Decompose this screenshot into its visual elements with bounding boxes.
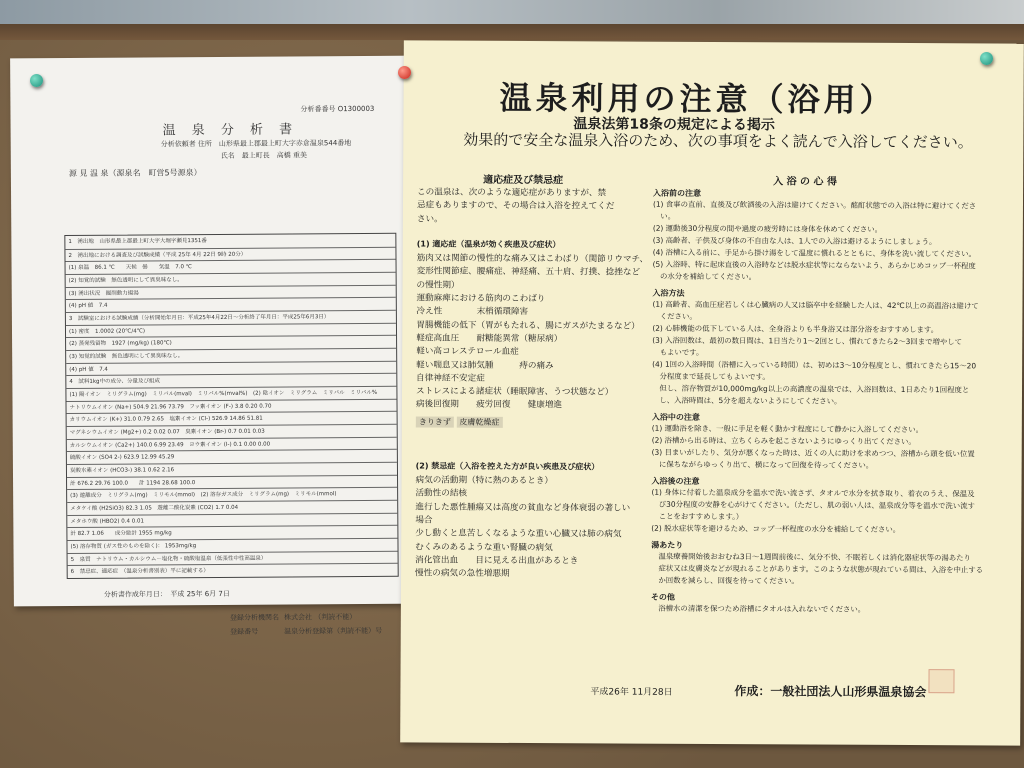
guideline-line: (4) 浴槽に入る前に、手足から掛け湯をして温度に慣れるとともに、身体を洗い流してください。 [652,247,976,259]
contraindications-heading: (2) 禁忌症（入浴を控えた方が良い疾患及び症状） [415,461,600,472]
analysis-row: マグネシウムイオン (Mg2+) 0.2 0.02 0.07 臭素イオン (Br-) 0.7 0.01 0.03 [67,424,397,439]
guideline-line: び30分程度の安静を心がけてください。（ただし、肌の弱い人は、温泉成分等を温水で洗い流す [651,499,975,511]
agency-address: 温泉分析登録第（判読不能）号 [284,626,383,636]
analysis-row: (3) 湧出状況 掘削動力揚湯 [66,284,396,299]
poster-subtitle: 温泉法第18条の規定による掲示 [573,116,775,134]
indications-heading: (1) 適応症（温泉が効く疾患及び症状） [416,239,561,250]
requester-address: 分析依頼者 住所 山形県最上郡最上町大字赤倉温泉544番地 [160,139,352,149]
guideline-section-heading: 入浴中の注意 [651,412,700,422]
poster-lead: 効果的で安全な温泉入浴のため、次の事項をよく読んで入浴してください。 [463,130,973,152]
list-item: 胃腸機能の低下（胃がもたれる、腸にガスがたまるなど） [416,320,640,332]
tag-dry-skin: 皮膚乾燥症 [456,416,502,427]
contraindications-block [415,460,630,582]
analysis-row: (1) 密度 1.0002 (20℃/4℃) [66,322,396,337]
list-item: 冷え性 末梢循環障害 [416,306,529,318]
intro-line: さい。 [416,214,443,225]
guideline-line: (3) 入浴回数は、最初の数日間は、1日当たり1～2回とし、慣れてきたら2～3回まで増やして [652,335,963,347]
list-item: 進行した悪性腫瘍又は高度の貧血など身体衰弱の著しい [415,502,631,514]
list-item: 軽い喘息又は肺気腫 痔の痛み [416,359,554,371]
guideline-line: 但し、溶存物質が10,000mg/kg以上の高濃度の温泉では、入浴回数は、1日あたり1回程度と [652,383,970,395]
registry-number: 登録番号 [230,627,259,636]
intro-line: この温泉は、次のような適応症がありますが、禁 [417,187,607,199]
registry-label: 登録分析機関名 [229,613,280,622]
association-seal [928,669,954,693]
source-name: 源 見 温 泉（源泉名 町営5号源泉） [68,168,202,179]
list-item: の慢性期） [416,280,460,291]
agency-name: 株式会社 （判読不能） [283,613,357,622]
guideline-line: に保ちながらゆっくり出て、横になって回復を待ってください。 [651,459,874,470]
guideline-line: し、入浴時間は、5分を超えないようにしてください。 [651,395,842,406]
guideline-section-heading: 入浴後の注意 [651,476,700,486]
list-item: ストレスによる諸症状（睡眠障害、うつ状態など） [415,386,614,398]
analysis-row: (4) pH 値 7.4 [66,297,396,312]
guideline-line: ことをおすすめします。） [651,511,744,521]
guideline-section-heading: 湯あたり [651,540,684,550]
guideline-line: (3) 目まいがしたり、気分が悪くなった時は、近くの人に助けを求めつつ、浴槽から頭を低い位置 [651,447,975,459]
analysis-row: 炭酸水素イオン (HCO3-) 38.1 0.62 2.16 [67,462,397,477]
analysis-date: 分析書作成年月日： 平成 25年 6月 7日 [103,589,230,599]
list-item: 慢性の病気の急性増悪期 [415,568,510,580]
guideline-line: 浴槽水の清潔を保つため浴槽にタオルは入れないでください。 [650,603,866,614]
list-item: 運動麻痺における筋肉のこわばり [416,293,546,305]
analysis-table [64,233,398,579]
guideline-line: か回数を減らし、回復を待ってください。 [650,575,799,586]
analysis-row: ナトリウムイオン (Na+) 504.9 21.96 73.79 フッ素イオン (F-) 3.8 0.20 0.70 [66,398,396,413]
guideline-line: (2) 脱水症状等を避けるため、コップ一杯程度の水分を補給してください。 [651,523,901,534]
analysis-row: 3 試験室における試験成績（分析開始年月日：平成25年4月22日～分析終了年月日：平成25年6月3日） [66,310,396,325]
guideline-line: もよいです。 [652,347,704,357]
guideline-line: ください。 [652,311,697,321]
analysis-row: (2) 知覚的試験 無色透明にして異臭味なし。 [66,272,396,287]
indications-list [416,252,648,413]
guideline-line: (1) 高齢者、高血圧症若しくは心臓病の人又は脳卒中を経験した人は、42℃以上の高温浴は避けて [652,299,979,311]
left-column-heading: 適応症及び禁忌症 [483,174,564,187]
analysis-row: 2 湧出地における調査及び試験成績（平成 25年 4月 22日 9時 20分） [65,246,395,261]
guideline-section-heading: 入浴方法 [652,288,685,298]
list-item: 少し動くと息苦しくなるような重い心臓又は肺の病気 [415,528,622,540]
intro-line: 忌症もありますので、その場合は入浴を控えてくだ [416,200,615,212]
list-item: 活動性の結核 [415,488,468,500]
creator: 作成：一般社団法人山形県温泉協会 [734,684,927,700]
hot-spring-analysis-sheet [10,56,418,636]
analysis-row: (1) 陽イオン ミリグラム(mg) ミリバル(mval) ミリバル%(mval%) (2) 陰イオン ミリグラム ミリバル ミリバル% [66,386,396,401]
green-pushpin-icon [980,52,993,65]
guideline-line: 温泉療養開始後おおむね3日～1週間前後に、気分不快、不眠若しくは消化器症状等の湯あたり [651,551,971,562]
bathing-guidelines [651,188,1013,616]
analysis-row: 5 泉質 ナトリウム・カルシウム－塩化物・硫酸塩温泉（低張性中性高温泉） [68,550,398,565]
tag-cuts: きりきず [416,416,454,427]
intro-text [417,186,615,227]
guideline-line: (2) 運動後30分程度の間や過度の疲労時には身体を休めてください。 [652,223,883,234]
analysis-row: 1 湧出地 山形県最上郡最上町大字大堀字瀬見1351番 [68,238,207,246]
guideline-line: の水分を補給してください。 [652,271,757,282]
requester-name: 氏名 最上町長 高橋 重美 [220,151,308,160]
issue-date: 平成26年 11月28日 [590,687,673,698]
analysis-row: カルシウムイオン (Ca2+) 140.0 6.99 23.49 ヨウ素イオン (I-) 0.1 0.00 0.00 [67,436,397,451]
analysis-row: (1) 泉温 86.1 ℃ 天候 曇 気温 7.0 ℃ [66,259,396,274]
indications-tags [416,416,647,428]
red-pushpin-icon [398,66,411,79]
list-item: 病気の活動期（特に熱のあるとき） [415,475,554,487]
analysis-row: 計 676.2 29.76 100.0 計 1194 28.68 100.0 [67,474,397,489]
analysis-row: 硫酸イオン (SO4 2-) 623.9 12.99 45.29 [67,449,397,464]
analysis-row: 6 禁忌症、適応症 （温泉分析書別表）平に記載する） [68,563,398,578]
guideline-section-heading: その他 [650,592,675,602]
analysis-row: (2) 蒸発残留物 1927 (mg/kg) (180℃) [66,335,396,350]
analysis-row: メタホウ酸 (HBO2) 0.4 0.01 [67,512,397,527]
guideline-line: (1) 運動浴を除き、一般に手足を軽く動かす程度にして静かに入浴してください。 [651,423,924,434]
analysis-row: (3) 遊離成分 ミリグラム(mg) ミリモル(mmol) (2) 溶存ガス成分 ミリグラム(mg) ミリモル(mmol) [67,487,397,502]
list-item: 軽い高コレステロール血症 [416,346,519,358]
list-item: むくみのあるような重い腎臓の病気 [415,542,553,553]
guideline-line: (2) 心肺機能の低下している人は、全身浴よりも半身浴又は部分浴をおすすめします。 [652,323,939,335]
list-item: 消化管出血 目に見える出血があるとき [415,555,579,567]
guideline-line: (5) 入浴時、特に起床直後の入浴時などは脱水症状等にならないよう、あらかじめコップ一杯程度 [652,259,976,271]
analysis-row: 計 82.7 1.06 成分総計 1955 mg/kg [67,525,397,540]
analysis-row: (3) 知覚的試験 無色透明にして異臭味なし。 [66,348,396,363]
list-item: 軽症高血圧 耐糖能異常（糖尿病） [416,333,563,345]
green-pushpin-icon [30,74,43,87]
guideline-line: (1) 食事の直前、直後及び飲酒後の入浴は避けてください。酩酊状態での入浴は特に避けてくださ [652,199,977,211]
list-item: 筋肉又は関節の慢性的な痛み又はこわばり（関節リウマチ、 [416,253,649,265]
analysis-row: (5) 溶存物質 (ガス性のものを除く)： 1953mg/kg [67,538,397,553]
guideline-section-heading: 入浴前の注意 [653,188,702,198]
guideline-line: 症状又は皮膚炎などが現れることがあります。このような状態が現れている間は、入浴を中止する [651,563,984,575]
guideline-line: 分程度まで延長してもよいです。 [652,371,770,382]
ref-number: 分析番番号 O1300003 [300,104,375,114]
list-item: 病後回復期 疲労回復 健康増進 [415,399,563,411]
list-item: 自律神経不安定症 [416,373,485,384]
poster-title: 温泉利用の注意（浴用） [499,78,896,119]
bathing-notice-poster [400,40,1024,745]
analysis-title: 温 泉 分 析 書 [162,122,299,139]
guideline-line: (3) 高齢者、子供及び身体の不自由な人は、1人での入浴は避けるようにしましょう。 [652,235,937,247]
guideline-line: (4) 1回の入浴時間（浴槽に入っている時間）は、初めは3～10分程度とし、慣れてきたら15～20 [652,359,977,371]
guideline-line: (2) 浴槽から出る時は、立ちくらみを起こさないようにゆっくり出てください。 [651,435,916,446]
list-item: 変形性関節症、腰痛症、神経痛、五十肩、打撲、捻挫など [416,266,641,278]
indications-block [416,238,648,428]
analysis-row: カリウムイオン (K+) 31.0 0.79 2.65 塩素イオン (Cl-) 526.9 14.86 51.81 [67,411,397,426]
contraindications-list [415,474,630,582]
analysis-row: (4) pH 値 7.4 [66,360,396,375]
right-column-heading: 入 浴 の 心 得 [773,176,838,188]
analysis-row: メタケイ酸 (H2SiO3) 82.3 1.05 遊離二酸化炭素 (CO2) 1.7 0.04 [67,500,397,515]
list-item: 場合 [415,515,433,526]
guideline-line: (1) 身体に付着した温泉成分を温水で洗い流さず、タオルで水分を拭き取り、着衣のうえ、保温及 [651,487,975,499]
guideline-line: い。 [652,211,676,221]
analysis-row: 4 試料1kg中の成分、分量及び組成 [66,373,396,388]
